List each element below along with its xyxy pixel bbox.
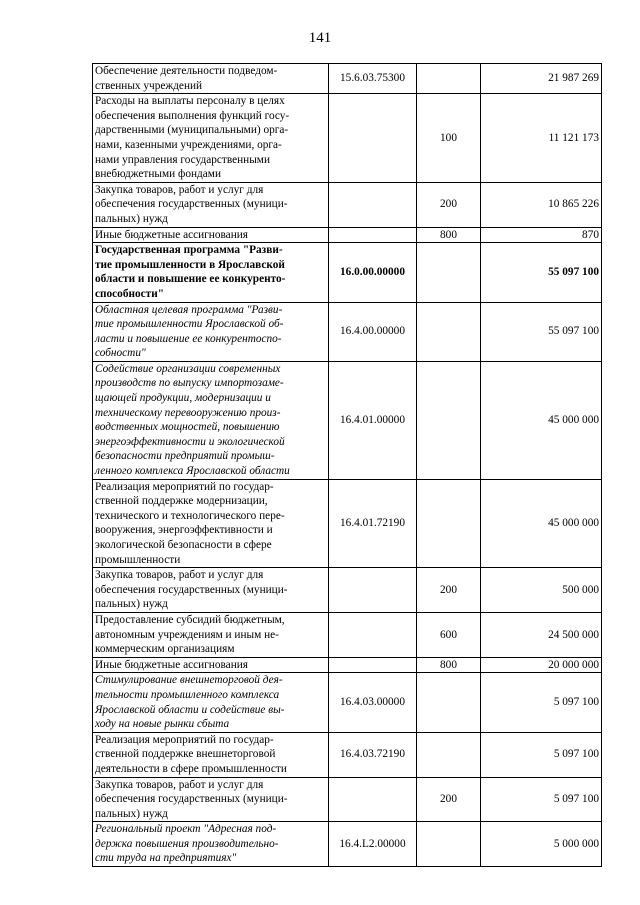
target-code-cell: 16.4.03.00000 <box>329 673 417 732</box>
amount-cell: 5 097 100 <box>481 732 602 777</box>
expense-type-cell <box>417 243 481 302</box>
target-code-cell <box>329 777 417 822</box>
table-row <box>93 64 602 94</box>
target-code-cell <box>329 657 417 673</box>
amount-cell: 24 500 000 <box>481 612 602 657</box>
expense-type-cell: 200 <box>417 777 481 822</box>
item-name-cell: Содействие организации современных производств по выпуску импортозаме- щающей продукции, модернизации и техническому перевооружению произ- водственных мощностей, повышению энергоэффективности и экологической безопасности предприятий промыш- ленного комплекса Ярославской области <box>93 361 329 479</box>
expense-type-cell: 200 <box>417 182 481 227</box>
target-code-cell: 16.4.01.72190 <box>329 479 417 568</box>
amount-cell: 10 865 226 <box>481 182 602 227</box>
expense-type-cell <box>417 302 481 361</box>
item-name-cell: Закупка товаров, работ и услуг для обеспечения государственных (муници- пальных) нужд <box>93 568 329 613</box>
target-code-cell: 16.4.01.00000 <box>329 361 417 479</box>
table-row <box>93 94 602 183</box>
expense-type-cell <box>417 64 481 94</box>
amount-cell: 20 000 000 <box>481 657 602 673</box>
item-name-cell: Реализация мероприятий по государ- ственной поддержке внешнеторговой деятельности в сфере промышленности <box>93 732 329 777</box>
item-name-cell: Региональный проект "Адресная под- держка повышения производительно- сти труда на предприятиях" <box>93 822 329 867</box>
table-row <box>93 568 602 613</box>
expense-type-cell <box>417 822 481 867</box>
amount-cell: 5 000 000 <box>481 822 602 867</box>
item-name-cell: Реализация мероприятий по государ- ственной поддержке модернизации, технического и технологического пере- вооружения, энергоэффективности и экологической безопасности в сфере промышленности <box>93 479 329 568</box>
target-code-cell: 15.6.03.75300 <box>329 64 417 94</box>
item-name-cell: Закупка товаров, работ и услуг для обеспечения государственных (муници- пальных) нужд <box>93 777 329 822</box>
amount-cell: 55 097 100 <box>481 243 602 302</box>
amount-cell: 500 000 <box>481 568 602 613</box>
item-name-cell: Закупка товаров, работ и услуг для обеспечения государственных (муници- пальных) нужд <box>93 182 329 227</box>
table-row <box>93 479 602 568</box>
amount-cell: 11 121 173 <box>481 94 602 183</box>
table-row <box>93 822 602 867</box>
amount-cell: 45 000 000 <box>481 361 602 479</box>
target-code-cell: 16.4.00.00000 <box>329 302 417 361</box>
item-name-cell: Государственная программа "Разви- тие промышленности в Ярославской области и повышение ее конкуренто- способности" <box>93 243 329 302</box>
table-row <box>93 657 602 673</box>
target-code-cell <box>329 94 417 183</box>
budget-table-body <box>93 64 602 867</box>
table-row <box>93 227 602 243</box>
amount-cell: 55 097 100 <box>481 302 602 361</box>
expense-type-cell: 800 <box>417 227 481 243</box>
amount-cell: 45 000 000 <box>481 479 602 568</box>
expense-type-cell: 100 <box>417 94 481 183</box>
budget-table <box>92 63 602 867</box>
expense-type-cell: 800 <box>417 657 481 673</box>
expense-type-cell <box>417 361 481 479</box>
expense-type-cell <box>417 479 481 568</box>
expense-type-cell: 200 <box>417 568 481 613</box>
item-name-cell: Обеспечение деятельности подведом- ственных учреждений <box>93 64 329 94</box>
table-row <box>93 732 602 777</box>
table-row <box>93 612 602 657</box>
table-row <box>93 302 602 361</box>
target-code-cell <box>329 568 417 613</box>
item-name-cell: Областная целевая программа "Разви- тие промышленности Ярославской об- ласти и повышение ее конкурентоспо- собности" <box>93 302 329 361</box>
amount-cell: 870 <box>481 227 602 243</box>
target-code-cell <box>329 182 417 227</box>
item-name-cell: Иные бюджетные ассигнования <box>93 657 329 673</box>
table-row <box>93 673 602 732</box>
target-code-cell: 16.0.00.00000 <box>329 243 417 302</box>
page-number: 141 <box>308 30 332 46</box>
target-code-cell <box>329 227 417 243</box>
amount-cell: 5 097 100 <box>481 673 602 732</box>
target-code-cell: 16.4.03.72190 <box>329 732 417 777</box>
amount-cell: 5 097 100 <box>481 777 602 822</box>
table-row <box>93 243 602 302</box>
table-row <box>93 777 602 822</box>
item-name-cell: Расходы на выплаты персоналу в целях обеспечения выполнения функций госу- дарственными (муниципальными) орга- нами, казенными учреждениями, орга- нами управления государственными внебюджетными фондами <box>93 94 329 183</box>
target-code-cell: 16.4.L2.00000 <box>329 822 417 867</box>
expense-type-cell <box>417 732 481 777</box>
target-code-cell <box>329 612 417 657</box>
amount-cell: 21 987 269 <box>481 64 602 94</box>
item-name-cell: Стимулирование внешнеторговой дея- тельности промышленного комплекса Ярославской области и содействие вы- ходу на новые рынки сбыта <box>93 673 329 732</box>
expense-type-cell: 600 <box>417 612 481 657</box>
item-name-cell: Иные бюджетные ассигнования <box>93 227 329 243</box>
expense-type-cell <box>417 673 481 732</box>
item-name-cell: Предоставление субсидий бюджетным, автономным учреждениям и иным не- коммерческим организациям <box>93 612 329 657</box>
table-row <box>93 182 602 227</box>
table-row <box>93 361 602 479</box>
